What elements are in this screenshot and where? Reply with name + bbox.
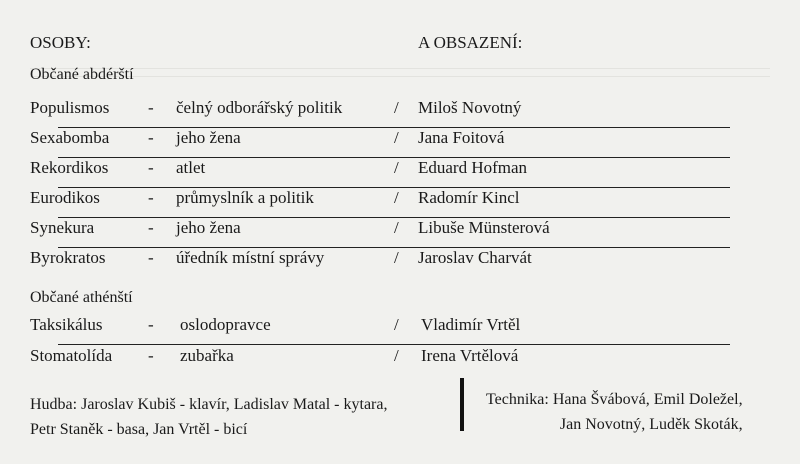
separator: / [394,128,399,147]
separator: / [394,315,399,334]
bleed-through-line [30,68,770,69]
cast-row [30,128,765,158]
cast-row [30,188,765,218]
actor-name: Jana Foitová [418,128,505,147]
cast-row [30,218,765,248]
dash: - [148,218,154,237]
cast-row [30,248,765,278]
role-name: Populismos [30,98,110,117]
heading-cast: A OBSAZENÍ: [418,33,523,52]
cast-row [30,98,765,128]
actor-name: Libuše Münsterová [418,218,550,237]
role-name: Sexabomba [30,128,110,147]
role-description: čelný odborářský politik [176,98,343,117]
role-name: Stomatolída [30,346,113,365]
separator: / [394,218,399,237]
group-label-abdera: Občané abdérští [30,66,134,83]
tech-line-1: Technika: Hana Švábová, Emil Doležel, [486,391,743,408]
role-name: Synekura [30,218,95,237]
divider-bar [460,378,464,431]
tech-credits [486,387,743,437]
separator: / [394,248,399,267]
actor-name: Vladimír Vrtěl [421,315,521,334]
group-label-athens: Občané athénští [30,289,133,306]
separator: / [394,158,399,177]
actor-name: Eduard Hofman [418,158,528,177]
role-description: úředník místní správy [176,248,325,267]
separator: / [394,346,399,365]
dash: - [148,158,154,177]
role-description: zubařka [180,346,234,365]
music-line-1: Hudba: Jaroslav Kubiš - klavír, Ladislav Matal - kytara, [30,396,388,413]
role-description: jeho žena [176,218,241,237]
dash: - [148,248,154,267]
cast-row [30,315,765,345]
role-name: Rekordikos [30,158,109,177]
dash: - [148,128,154,147]
tech-line-2: Jan Novotný, Luděk Skoták, [559,416,743,433]
bleed-through-line [30,76,770,77]
music-line-2: Petr Staněk - basa, Jan Vrtěl - bicí [30,421,248,438]
dash: - [148,188,154,207]
role-name: Taksikálus [30,315,103,334]
actor-name: Jaroslav Charvát [418,248,532,267]
role-name: Eurodikos [30,188,100,207]
dash: - [148,346,154,365]
role-description: oslodopravce [180,315,271,334]
dash: - [148,98,154,117]
dash: - [148,315,154,334]
role-name: Byrokratos [30,248,106,267]
actor-name: Radomír Kincl [418,188,520,207]
cast-row [30,158,765,188]
separator: / [394,98,399,117]
role-description: atlet [176,158,206,177]
separator: / [394,188,399,207]
role-description: průmyslník a politik [176,188,314,207]
actor-name: Miloš Novotný [418,98,522,117]
heading-characters: OSOBY: [30,33,91,52]
music-credits [30,392,387,442]
row-rule [58,344,730,345]
cast-row [30,346,765,376]
role-description: jeho žena [176,128,241,147]
actor-name: Irena Vrtělová [421,346,519,365]
